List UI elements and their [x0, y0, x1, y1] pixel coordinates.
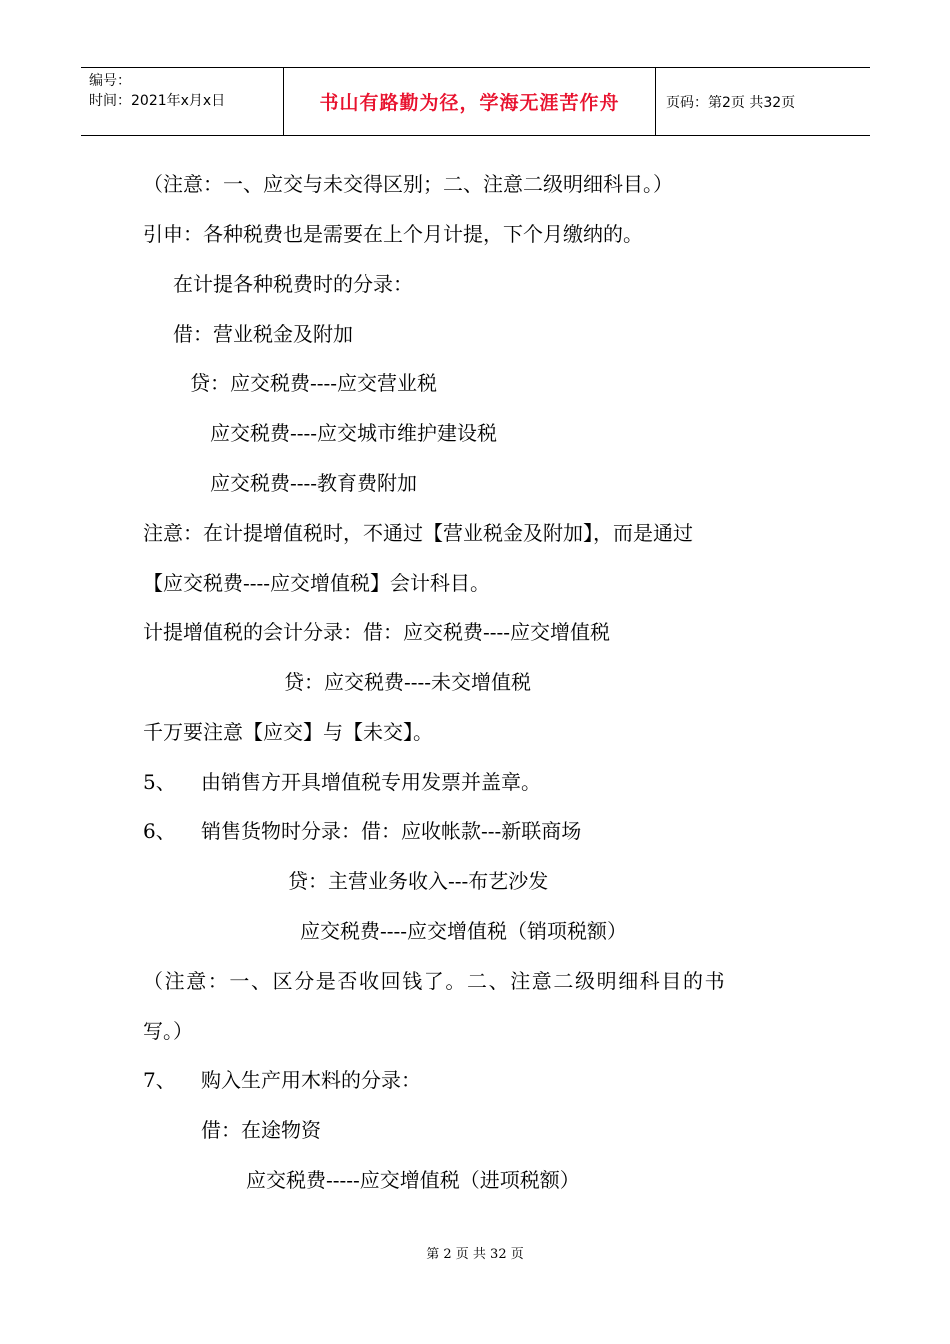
body-line: 借：营业税金及附加 — [173, 322, 353, 346]
body-line: 应交税费----教育费附加 — [210, 471, 418, 495]
header-page-info: 页码：第2页 共32页 — [666, 94, 796, 111]
body-line: 借：在途物资 — [201, 1118, 321, 1142]
numbered-item-7 — [143, 1067, 421, 1093]
body-line: 贷：应交税费----未交增值税 — [284, 670, 532, 694]
serial-number-label: 编号： — [89, 73, 131, 89]
body-line: 应交税费----应交城市维护建设税 — [210, 421, 498, 445]
header-meta-cell — [81, 68, 283, 135]
item-text: 由销售方开具增值税专用发票并盖章。 — [201, 770, 541, 794]
body-line: （注意：一、区分是否收回钱了。二、注意二级明细科目的书 — [143, 969, 727, 993]
page-footer: 第 2 页 共 32 页 — [426, 1247, 524, 1262]
item-text: 销售货物时分录：借：应收帐款---新联商场 — [201, 819, 582, 843]
body-line: 【应交税费----应交增值税】会计科目。 — [143, 571, 491, 595]
numbered-item-6 — [143, 818, 581, 844]
body-line: 引申：各种税费也是需要在上个月计提，下个月缴纳的。 — [143, 222, 643, 246]
body-line: 应交税费----应交增值税（销项税额） — [300, 919, 628, 943]
body-line: 写。） — [143, 1019, 193, 1043]
body-line: 计提增值税的会计分录：借：应交税费----应交增值税 — [143, 620, 611, 644]
item-number: 5、 — [143, 770, 176, 794]
body-line: 贷：应交税费----应交营业税 — [190, 371, 438, 395]
document-header — [81, 67, 870, 136]
item-number: 7、 — [143, 1068, 176, 1092]
body-line: 贷：主营业务收入---布艺沙发 — [288, 869, 549, 893]
body-line: 在计提各种税费时的分录： — [173, 272, 413, 296]
body-line: 千万要注意【应交】与【未交】。 — [143, 720, 433, 744]
body-line: 应交税费-----应交增值税（进项税额） — [246, 1168, 580, 1192]
body-line: 注意：在计提增值税时，不通过【营业税金及附加】，而是通过 — [143, 521, 693, 545]
item-number: 6、 — [143, 819, 176, 843]
date-label: 时间：2021年x月x日 — [89, 93, 226, 109]
header-motto: 书山有路勤为径，学海无涯苦作舟 — [283, 68, 656, 135]
body-line: （注意：一、应交与未交得区别；二、注意二级明细科目。） — [143, 172, 673, 196]
numbered-item-5 — [143, 769, 541, 795]
item-text: 购入生产用木料的分录： — [201, 1068, 421, 1092]
